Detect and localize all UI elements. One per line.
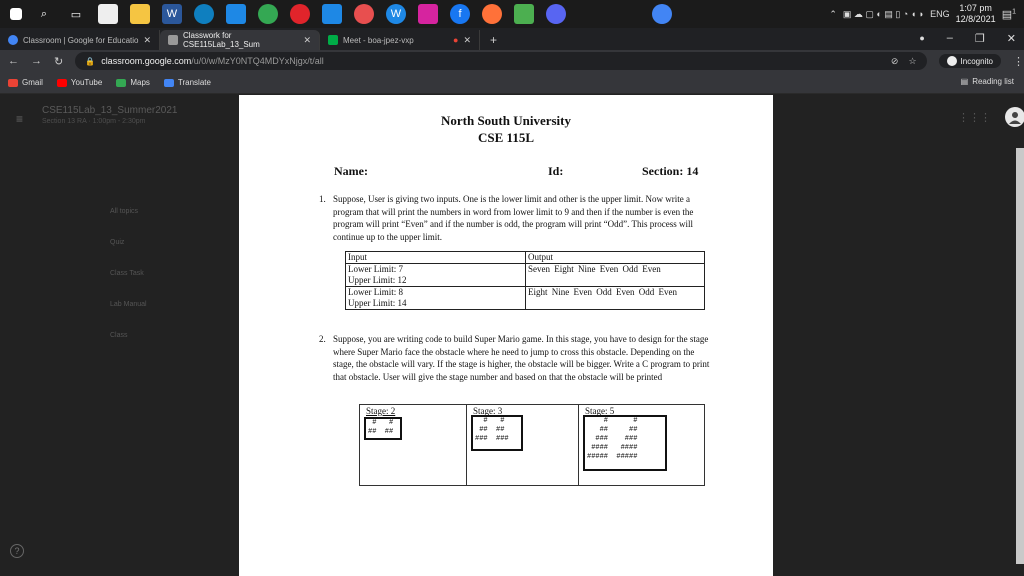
topic-item[interactable]: Quiz xyxy=(110,239,125,246)
bookmark-maps[interactable] xyxy=(116,78,150,87)
person-icon xyxy=(1008,110,1022,124)
close-icon[interactable]: ✕ xyxy=(143,34,151,45)
restore-icon[interactable]: ❐ xyxy=(974,32,985,45)
close-icon[interactable]: ✕ xyxy=(303,34,311,45)
stages-table xyxy=(359,404,705,486)
bookmark-gmail[interactable] xyxy=(8,78,43,87)
profile-menu-icon[interactable]: ● xyxy=(919,33,925,43)
forward-icon[interactable]: → xyxy=(31,55,42,67)
address-bar xyxy=(0,50,1024,72)
help-icon[interactable]: ? xyxy=(10,544,24,558)
table-row xyxy=(346,264,705,287)
bookmark-label: Translate xyxy=(177,78,211,87)
tab-label: Meet - boa-jpez-vxp xyxy=(343,35,414,45)
taskbar xyxy=(0,0,1024,28)
tab-classwork[interactable] xyxy=(160,30,320,50)
incognito-icon xyxy=(947,56,957,66)
windows-icon[interactable] xyxy=(10,8,22,20)
course-code: CSE 115L xyxy=(478,130,534,145)
chrome2-icon[interactable] xyxy=(652,4,672,24)
stage-art: # # ## ## ### ### #### #### ##### ##### xyxy=(583,415,667,471)
bookmark-label: Gmail xyxy=(22,78,43,87)
chrome-icon[interactable] xyxy=(258,4,278,24)
tab-meet[interactable] xyxy=(320,30,480,50)
chat-icon[interactable] xyxy=(354,4,374,24)
tab-label: Classroom | Google for Educatio xyxy=(23,35,139,45)
edge-icon[interactable] xyxy=(194,4,214,24)
stage-cell xyxy=(467,405,579,485)
table-cell: Eight Nine Even Odd Even Odd Even xyxy=(526,287,705,310)
lock-icon: 🔒 xyxy=(85,56,96,66)
table-cell xyxy=(346,287,526,310)
menu-icon[interactable]: ≡ xyxy=(16,112,24,126)
stage-label: Stage: 5 xyxy=(585,406,615,416)
avatar[interactable] xyxy=(1005,107,1024,127)
section-label: Section: 14 xyxy=(642,164,699,178)
question-text: Suppose, User is giving two inputs. One is the lower limit and other is the upper limit. Now write a program that will print the numbers in word from lower limit to 9 and then if the number is even the program will print “Even” and if the number is odd, the program will print “Odd”. This process will continue up to the upper limit. xyxy=(333,194,694,242)
stage-cell xyxy=(579,405,704,485)
tab-label: Classwork for CSE115Lab_13_Sum xyxy=(183,31,260,49)
scrollbar[interactable] xyxy=(1016,148,1024,564)
incognito-label: Incognito xyxy=(960,56,993,66)
firefox-icon[interactable] xyxy=(482,4,502,24)
university-title: North South University xyxy=(440,113,571,128)
lower-limit: Lower Limit: 7 xyxy=(348,264,403,274)
question-2 xyxy=(319,333,711,383)
facebook-icon[interactable]: f xyxy=(450,4,470,24)
clock[interactable] xyxy=(956,3,996,25)
question-text: Suppose, you are writing code to build Super Mario game. In this stage, you have to design for the stage where Super Mario face the obstacle where he need to jump to cross this obstacle. Depending on the stage, the obstacle will vary. If the stage is higher, the obstacle will be bigger. Write a C program to print that obstacle. User will give the stage number and based on that the obstacle will be printed xyxy=(333,334,710,382)
gmail-icon xyxy=(8,79,18,87)
table-header: Output xyxy=(526,252,705,264)
bookmark-label: YouTube xyxy=(70,78,103,87)
topic-item[interactable]: Lab Manual xyxy=(110,301,147,308)
url-path: /u/0/w/MzY0NTQ4MDYxNjgx/t/all xyxy=(191,56,324,66)
upper-limit: Upper Limit: 14 xyxy=(348,298,407,308)
tray-icons[interactable]: ▣ ☁ ▢ ◐ ▤ ▯ ◔ ◖ ◗ xyxy=(842,8,925,19)
star-icon[interactable]: ☆ xyxy=(908,55,917,66)
eye-off-icon[interactable]: ⊘ xyxy=(890,55,899,66)
classroom-icon xyxy=(168,35,178,45)
bookmark-youtube[interactable] xyxy=(57,78,102,87)
name-label: Name: xyxy=(334,164,368,178)
clock-time: 1:07 pm xyxy=(959,3,992,13)
language-indicator[interactable]: ENG xyxy=(930,9,950,19)
bookmark-translate[interactable] xyxy=(164,78,211,87)
stage-art: # # ## ## xyxy=(364,417,402,440)
word2-icon[interactable]: W xyxy=(386,4,406,24)
chevron-up-icon[interactable]: ⌃ xyxy=(829,8,837,19)
topic-item[interactable]: Class xyxy=(110,332,128,339)
google-icon xyxy=(8,35,18,45)
apps-grid-icon[interactable]: ⋮⋮⋮ xyxy=(958,111,991,124)
discord-icon[interactable] xyxy=(546,4,566,24)
meet-icon xyxy=(328,35,338,45)
topic-item[interactable]: All topics xyxy=(110,208,139,215)
translate-icon xyxy=(164,79,174,87)
incognito-badge[interactable] xyxy=(939,54,1001,68)
reading-list[interactable] xyxy=(961,77,1014,86)
question-number: 2. xyxy=(319,334,326,344)
id-label: Id: xyxy=(548,164,564,178)
instagram-icon[interactable] xyxy=(418,4,438,24)
search-icon[interactable]: ⌕ xyxy=(40,7,48,20)
bookmarks-bar xyxy=(0,72,1024,94)
new-tab-button[interactable]: + xyxy=(490,33,498,47)
table-cell: Seven Eight Nine Even Odd Even xyxy=(526,264,705,287)
store-icon[interactable] xyxy=(98,4,118,24)
tab-classroom[interactable] xyxy=(0,30,160,50)
upper-limit: Upper Limit: 12 xyxy=(348,275,407,285)
word-icon[interactable]: W xyxy=(162,4,182,24)
apps-icon[interactable] xyxy=(514,4,534,24)
document-preview xyxy=(239,95,773,576)
task-view-icon[interactable]: ▭ xyxy=(70,8,82,21)
course-subtitle: Section 13 RA · 1:00pm - 2:30pm xyxy=(42,118,146,125)
close-icon[interactable]: ✕ xyxy=(463,34,471,45)
system-tray xyxy=(829,0,1016,28)
header-right xyxy=(958,107,1024,127)
io-table xyxy=(345,251,705,310)
minimize-icon[interactable]: – xyxy=(946,32,953,44)
stage-cell xyxy=(360,405,467,485)
recording-dot-icon: ● xyxy=(453,35,459,45)
close-window-icon[interactable]: ✕ xyxy=(1006,32,1016,45)
notification-icon[interactable]: ▤$^1$ xyxy=(1001,7,1016,21)
app-icon[interactable] xyxy=(226,4,246,24)
stage-label: Stage: 3 xyxy=(473,406,503,416)
file-explorer-icon[interactable] xyxy=(130,4,150,24)
table-cell xyxy=(346,264,526,287)
url-input[interactable] xyxy=(75,52,926,70)
course-title[interactable]: CSE115Lab_13_Summer2021 xyxy=(42,105,178,116)
youtube-icon xyxy=(57,79,67,87)
back-icon[interactable]: ← xyxy=(8,55,19,67)
question-1 xyxy=(319,193,715,243)
table-header-row xyxy=(346,252,705,264)
table-header: Input xyxy=(346,252,526,264)
topic-item[interactable]: Class Task xyxy=(110,270,144,277)
table-row xyxy=(346,287,705,310)
tab-strip xyxy=(0,28,1024,50)
url-domain: classroom.google.com xyxy=(101,56,192,66)
bookmark-label: Maps xyxy=(130,78,150,87)
stage-art: # # ## ## ### ### xyxy=(471,415,523,451)
notification-count: 1 xyxy=(1012,7,1016,15)
window-controls xyxy=(919,28,1016,48)
opera-icon[interactable] xyxy=(290,4,310,24)
reading-list-label: Reading list xyxy=(972,77,1014,86)
clock-date: 12/8/2021 xyxy=(955,14,996,24)
question-number: 1. xyxy=(319,194,326,204)
kebab-menu-icon[interactable]: ⋮ xyxy=(1013,55,1024,68)
lower-limit: Lower Limit: 8 xyxy=(348,287,403,297)
maps-icon xyxy=(116,79,126,87)
reload-icon[interactable]: ↻ xyxy=(54,55,64,68)
stage-label: Stage: 2 xyxy=(366,406,396,416)
reading-list-icon: ▤ xyxy=(960,77,969,86)
topics-list xyxy=(110,196,147,351)
app2-icon[interactable] xyxy=(322,4,342,24)
